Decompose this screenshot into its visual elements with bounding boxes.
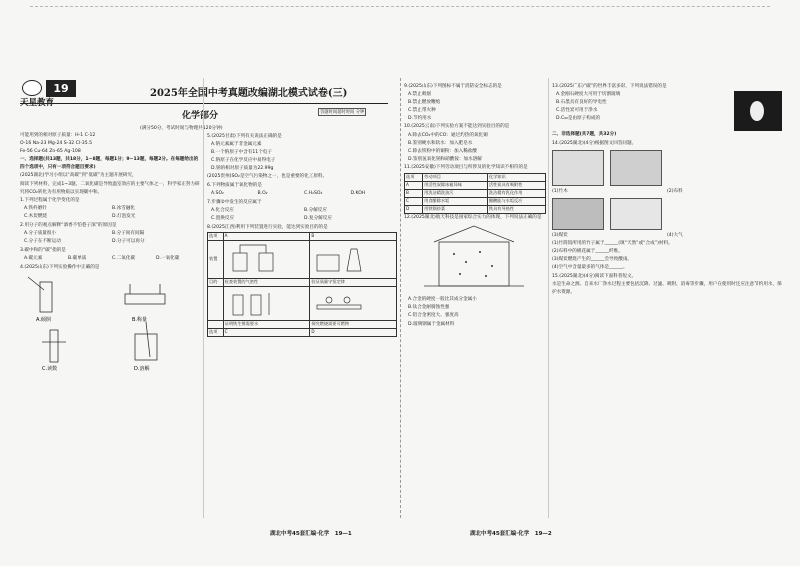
apparatus-drawing — [225, 241, 285, 275]
table-row — [208, 320, 397, 328]
table-cell: 选项 — [208, 232, 224, 240]
atomic-mass-line: 可能用到的相对原子质量：H-1 C-12 — [20, 133, 96, 138]
table-cell: 用食醋除水垢 — [423, 197, 488, 205]
balance-shape — [125, 294, 165, 304]
table-cell: 洗洁精有乳化作用 — [487, 189, 545, 197]
table-cell: 目的 — [208, 278, 224, 286]
option[interactable]: B.冰雪融化 — [112, 206, 135, 212]
title-divider — [20, 103, 388, 104]
sky-photo — [610, 198, 662, 230]
option[interactable]: C.H₂SO₄ — [304, 191, 323, 197]
middle-column — [207, 132, 397, 527]
option[interactable]: A.除去CO₂中的CO：通过灼热的氧化铜 — [408, 132, 488, 138]
page-footer: 湖北中考45套汇编·化学 19—2 — [470, 531, 552, 537]
question-6-options — [207, 190, 397, 198]
question-1-options — [20, 205, 200, 213]
table-cell: 选项 — [208, 328, 224, 336]
question-3: 3.碳中和的“碳”指的是 — [20, 247, 66, 253]
question-14-captions — [552, 232, 782, 240]
option[interactable]: A.合金的硬度一般比其成分金属小 — [408, 297, 477, 303]
table-cell: C — [405, 197, 423, 205]
part2-heading: 二、非选择题(共7题，共32分) — [552, 132, 617, 138]
question-13: 13.(2025广东)“碳”的世界丰富多彩，下列说法错误的是 — [552, 83, 667, 89]
option[interactable]: A.SO₂ — [211, 191, 224, 197]
option[interactable]: B.分解反应 — [304, 207, 327, 213]
question-7: 7.步骤②中发生的反应属于 — [207, 199, 262, 205]
question-14-captions — [552, 188, 782, 196]
option[interactable]: D.一氧化碳 — [156, 255, 180, 261]
table-cell: 醋酸能与水垢反应 — [487, 197, 545, 205]
dissolving-beaker-shape — [135, 334, 157, 360]
far-right-column — [552, 82, 782, 527]
question-13-options — [552, 91, 734, 131]
option[interactable]: A.铁杵磨针 — [24, 206, 47, 212]
option-label-c: C.读数 — [42, 365, 58, 372]
table-row — [208, 328, 397, 336]
table-row — [405, 181, 546, 189]
table-cell: D — [405, 205, 423, 213]
carbon-photo — [734, 91, 782, 131]
table-cell: C — [223, 328, 310, 336]
option[interactable]: C.活性炭可用于净水 — [556, 107, 598, 113]
table-cell: 化学知识 — [487, 173, 545, 181]
option[interactable]: C.除去铁粉中的铜粉：加入稀盐酸 — [408, 148, 477, 154]
roof-shape — [434, 226, 514, 242]
option[interactable]: C.铝合金密度大、强度高 — [408, 313, 459, 319]
column-divider — [548, 78, 549, 518]
perforation-line — [30, 6, 770, 13]
greenhouse-figure — [404, 222, 544, 292]
option[interactable]: B.石墨具有良好的导电性 — [556, 99, 607, 105]
question-6-intro: (2025贵州)SO₂是空气污染物之一，也是重要的化工原料。 — [207, 174, 328, 180]
table-row — [208, 286, 397, 320]
table-cell: D — [310, 328, 397, 336]
question-12: 12.(2025湖北)航天科技是国家综合实力的体现，下列说法正确的是 — [404, 215, 542, 221]
option-label-d: D.溶解 — [134, 365, 150, 372]
apparatus-drawing — [311, 287, 371, 317]
column-divider — [203, 78, 204, 518]
beaker-shape — [40, 282, 52, 312]
cloth-photo — [610, 150, 662, 186]
option[interactable]: D.分子可以再分 — [112, 239, 145, 245]
option[interactable]: D.鉴别氢氧化钠和硝酸铵：加水溶解 — [408, 156, 482, 162]
option[interactable]: B.禁止燃放鞭炮 — [408, 99, 441, 105]
table-cell: 验证质量守恒定律 — [310, 278, 397, 286]
question-2-options — [20, 238, 200, 246]
caption: (4)大气 — [667, 232, 683, 238]
option-label-a: A.倾倒 — [36, 316, 51, 323]
question-11: 11.(2025安徽)下列劳动项目与所涉及的化学知识不相符的是 — [404, 165, 528, 171]
option[interactable]: B.碳单质 — [68, 255, 87, 261]
option[interactable]: A.钠元素属于非金属元素 — [211, 141, 262, 147]
exam-subtitle: (满分50分，考试时间与物理共120分钟) — [140, 126, 223, 131]
option[interactable]: A.分子质量很小 — [24, 231, 57, 237]
question-14-item: (2)布料中的棉花属于______纤维。 — [552, 249, 623, 255]
table-cell: 用活性炭除冰箱异味 — [423, 181, 488, 189]
bamboo-photo — [552, 150, 604, 186]
table-cell: 铁具有导热性 — [487, 205, 545, 213]
question-2: 2.用分子的观点解释“酒香不怕巷子深”的原因是 — [20, 223, 117, 229]
option[interactable]: B.O₂ — [257, 191, 268, 197]
option[interactable]: A.化合反应 — [211, 207, 234, 213]
table-cell: 劳动项目 — [423, 173, 488, 181]
question-14-item: (1)竹筒饭所用的竹子属于______(填“天然”或“合成”)材料。 — [552, 240, 673, 246]
question-1-options — [20, 213, 200, 221]
exam-number: 19 — [46, 80, 76, 97]
table-cell: B — [405, 189, 423, 197]
question-14-pictures — [552, 150, 782, 186]
option[interactable]: C.二氧化碳 — [112, 255, 136, 261]
caption: (3)煤炭 — [552, 232, 568, 238]
table-row — [405, 173, 546, 181]
option[interactable]: C.禁止带火种 — [408, 107, 436, 113]
table-row — [208, 232, 397, 240]
experiment-table — [207, 232, 397, 337]
table-row — [208, 240, 397, 278]
question-7-options — [207, 215, 397, 223]
question-9: 9.(2025山东)下列图标不属于消防安全标志的是 — [404, 83, 502, 89]
option[interactable]: B.一个钠原子中含有11个电子 — [211, 149, 272, 155]
table-cell: 探究燃烧需要可燃物 — [310, 320, 397, 328]
question-6: 6.下列物质属于氧化物的是 — [207, 183, 262, 189]
atomic-mass-line: O-16 Na-23 Mg-24 S-32 Cl-35.5 — [20, 141, 93, 147]
question-14-item: (4)空气中含量最多的气体是______。 — [552, 265, 628, 271]
apparatus-figure — [223, 240, 310, 278]
table-cell: 证明铁生锈需要水 — [223, 320, 310, 328]
page-divider — [400, 78, 401, 518]
option[interactable]: D.KOH — [350, 191, 366, 197]
option[interactable]: B.钛合金耐腐蚀性强 — [408, 305, 450, 311]
question-4: 4.(2025山东)下列实验操作中正确的是 — [20, 264, 100, 270]
option[interactable]: D.钠的相对原子质量为22.99g — [211, 165, 274, 171]
page-footer: 湖北中考45套汇编·化学 19—1 — [270, 531, 352, 537]
option[interactable]: C.置换反应 — [211, 215, 235, 221]
question-13-body — [552, 91, 782, 131]
option[interactable]: D.C₆₀是由原子构成的 — [556, 115, 601, 121]
apparatus-drawing — [225, 287, 285, 317]
table-cell: A — [405, 181, 423, 189]
coal-photo — [552, 198, 604, 230]
caption: (2)布料 — [667, 188, 683, 194]
rabbit-shape — [750, 101, 764, 121]
part1-heading: 一、选择题(共13题，共18分，1~8题，每题1分；9~13题，每题2分。在每题给出的四个选项中，只有一项符合题目要求) — [20, 157, 199, 171]
option[interactable]: D.复分解反应 — [304, 215, 332, 221]
apparatus-drawing — [311, 241, 371, 275]
pouring-bottle-shape — [28, 277, 44, 290]
left-column — [20, 132, 200, 527]
atomic-mass-line: Fe-56 Cu-64 Zn-65 Ag-108 — [20, 149, 81, 155]
question-14-item: (3)煤炭燃烧产生的______会导致酸雨。 — [552, 257, 633, 263]
question-10: 10.(2025云南)下列实验方案不能达到实验目的的是 — [404, 124, 510, 130]
table-cell: A — [223, 232, 310, 240]
option[interactable]: A.碳元素 — [24, 255, 43, 261]
caption: (1)竹木 — [552, 188, 568, 194]
table-row — [405, 189, 546, 197]
question-15: 15.(2025湖北)(4分)阅读下面科普短文。 — [552, 273, 637, 279]
reading-intro: (2025湖北)学习小组以“高碳”到“低碳”为主题开展研究， — [20, 173, 137, 179]
cylinder-shape — [50, 330, 58, 362]
option[interactable]: A.金刚石硬度大可用于切割玻璃 — [556, 91, 621, 97]
option[interactable]: D.玻璃钢属于金属材料 — [408, 321, 455, 327]
question-14-pictures — [552, 198, 782, 230]
option[interactable]: B.鉴别硬水和软水：加入肥皂水 — [408, 140, 473, 146]
table-cell: 用洗洁精洗油污 — [423, 189, 488, 197]
reading-passage: 水是生命之源。自来水厂净水过程主要包括沉降、过滤、吸附、消毒等步骤，用户在使用时还应注意节约用水，保护水资源。 — [552, 281, 782, 296]
question-5: 5.(2025甘肃)下列有关说法正确的是 — [207, 133, 282, 139]
lab-operation-figures — [20, 272, 198, 372]
question-14: 14.(2025湖北)(4分)根据图文回答问题。 — [552, 140, 637, 146]
brand-logo-icon — [22, 80, 42, 96]
option[interactable]: C.分子在不断运动 — [24, 239, 61, 245]
exam-title: 2025年全国中考真题改编湖北模式试卷(三) — [150, 88, 348, 99]
option[interactable]: C.钠原子在化学反应中易得电子 — [211, 157, 276, 163]
table-cell: 选项 — [405, 173, 423, 181]
question-3-options — [20, 255, 200, 263]
table-cell: 用铁锅炒菜 — [423, 205, 488, 213]
apparatus-figure — [310, 240, 397, 278]
question-8: 8.(2025江西)利用下列装置进行实验，能达到实验目的的是 — [207, 224, 328, 230]
chamber-shape — [439, 242, 509, 286]
table-cell — [208, 320, 224, 328]
brand-name: 天星教育 — [20, 98, 55, 108]
table-row — [405, 205, 546, 213]
section-title: 化学部分 — [182, 111, 219, 121]
option[interactable]: C.木炭燃烧 — [24, 214, 48, 220]
timing-tag: 答题时间超时时间 分钟 — [320, 110, 365, 115]
table-cell: 装置 — [208, 240, 224, 278]
labor-table — [404, 173, 546, 214]
table-cell — [208, 286, 224, 320]
question-1: 1.下列过程属于化学变化的是 — [20, 198, 80, 204]
option[interactable]: D.灯泡发光 — [112, 214, 136, 220]
option-label-b: B.称量 — [132, 316, 148, 323]
right-column — [404, 82, 546, 527]
apparatus-figure — [310, 286, 397, 320]
apparatus-figure — [223, 286, 310, 320]
option[interactable]: B.分子间有间隔 — [112, 231, 145, 237]
table-cell: 检查装置的气密性 — [223, 278, 310, 286]
option[interactable]: A.禁止吸烟 — [408, 91, 431, 97]
reading-passage: 阅读下列材料，完成1~3题。二氧化碳是导致温室效应的主要气体之一，科学家正努力研究将CO₂转化为有用物质以实现碳中和。 — [20, 181, 200, 195]
table-cell: B — [310, 232, 397, 240]
option[interactable]: D.节约用水 — [408, 115, 432, 121]
question-7-options — [207, 207, 397, 215]
table-row — [208, 278, 397, 286]
table-row — [405, 197, 546, 205]
table-cell: 活性炭具有吸附性 — [487, 181, 545, 189]
question-2-options — [20, 230, 200, 238]
